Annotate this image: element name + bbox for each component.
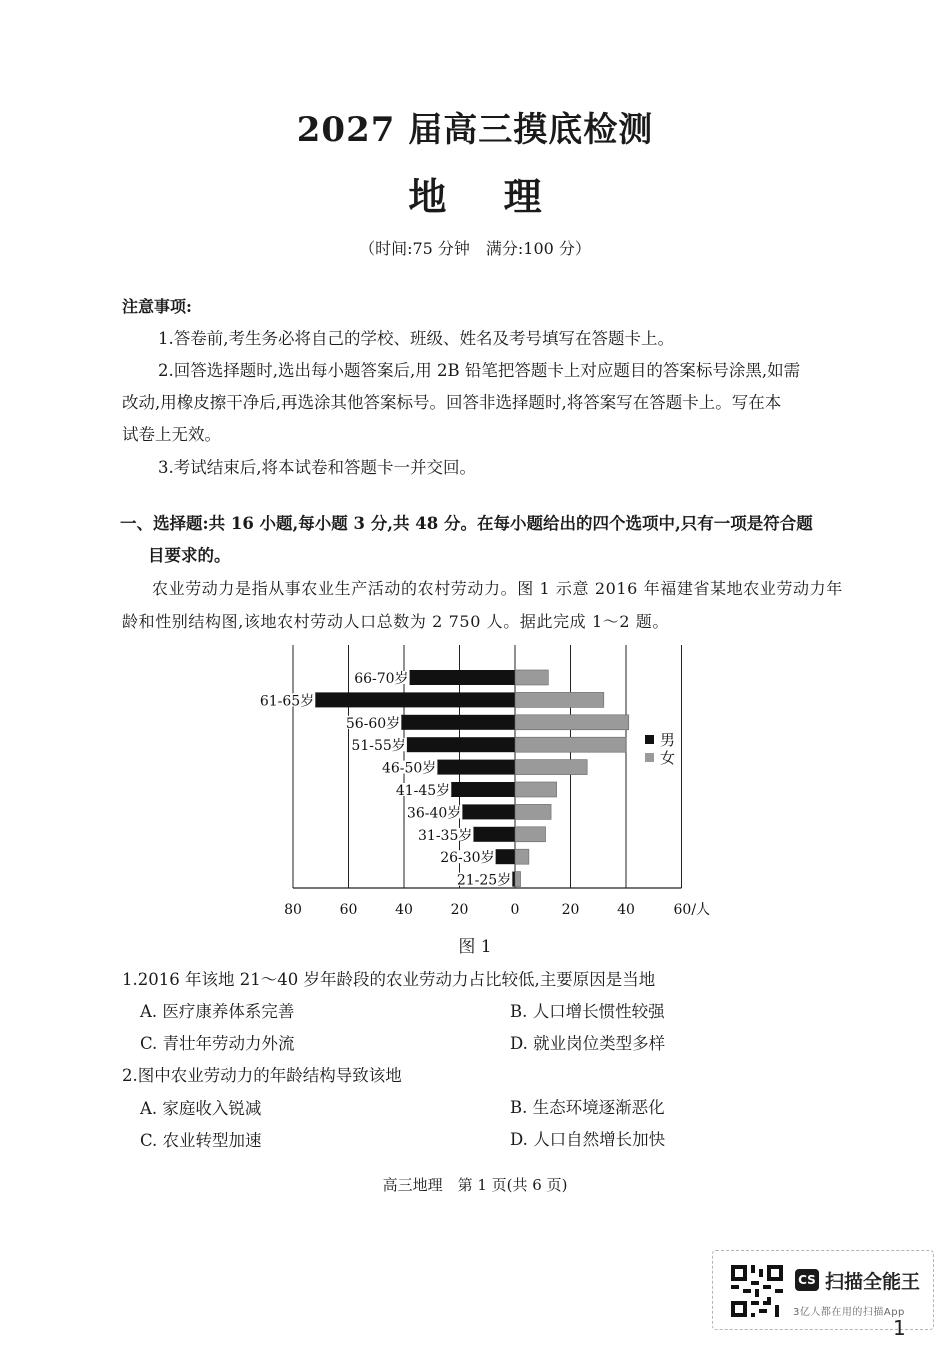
legend-label-女: 女 [660,749,676,767]
bar-female-31-35岁 [515,827,546,842]
bar-male-36-40岁 [462,804,515,819]
section-heading-line-1: 一、选择题:共 16 小题,每小题 3 分,共 48 分。在每小题给出的四个选项中,只有一项是符合题 [120,514,813,533]
time-info: （时间:75 分钟 满分:100 分） [359,239,591,258]
question-2-option-b[interactable]: B. 生态环境逐渐恶化 [510,1098,665,1117]
legend-swatch-男 [645,735,654,744]
question-1-option-c[interactable]: C. 青壮年劳动力外流 [140,1034,295,1053]
age-label-56-60岁: 56-60岁 [345,715,401,732]
age-label-61-65岁: 61-65岁 [259,693,315,710]
age-label-66-70岁: 66-70岁 [354,671,409,687]
notice-item-2-line-3: 试卷上无效。 [122,425,221,444]
bar-male-21-25岁 [512,872,515,887]
x-tick-label: 60/人 [673,902,711,918]
x-tick-label: 40 [617,902,635,918]
bar-male-66-70岁 [410,670,515,685]
chart-ticks [284,902,710,918]
camscanner-logo-icon: CS [795,1269,819,1291]
figure-caption: 图 1 [458,937,492,957]
x-tick-label: 60 [339,902,358,918]
bar-male-56-60岁 [401,715,515,730]
age-label-41-45岁: 41-45岁 [395,783,451,799]
scanner-tagline: 3亿人都在用的扫描App [793,1307,905,1318]
bar-male-31-35岁 [473,827,515,842]
question-1-option-d[interactable]: D. 就业岗位类型多样 [510,1034,666,1053]
subject-title: 地 理 [408,174,564,219]
age-label-36-40岁: 36-40岁 [406,805,462,822]
section-heading-line-2: 目要求的。 [148,546,231,565]
question-1-stem: 1.2016 年该地 21～40 岁年龄段的农业劳动力占比较低,主要原因是当地 [122,970,656,989]
notice-item-3: 3.考试结束后,将本试卷和答题卡一并交回。 [158,458,476,477]
bar-female-66-70岁 [515,670,548,685]
bar-female-61-65岁 [515,692,604,707]
notice-heading: 注意事项: [122,297,192,316]
scanner-app-name: 扫描全能王 [825,1271,921,1293]
bar-female-21-25岁 [515,872,521,887]
x-tick-label: 40 [395,902,413,918]
bar-male-26-30岁 [496,849,515,864]
legend-swatch-女 [645,753,654,762]
bar-male-46-50岁 [437,760,515,775]
age-label-26-30岁: 26-30岁 [440,850,495,867]
notice-item-1: 1.答卷前,考生务必将自己的学校、班级、姓名及考号填写在答题卡上。 [158,329,674,348]
chart-legend [645,731,675,767]
question-1-option-a[interactable]: A. 医疗康养体系完善 [140,1002,295,1021]
page-footer: 高三地理 第 1 页(共 6 页) [382,1176,568,1194]
age-label-21-25岁: 21-25岁 [456,872,512,889]
question-2-stem: 2.图中农业劳动力的年龄结构导致该地 [122,1066,402,1085]
page-number: 1 [893,1316,906,1340]
bar-male-61-65岁 [315,692,515,707]
x-tick-label: 20 [561,902,580,918]
question-intro: 农业劳动力是指从事农业生产活动的农村劳动力。图 1 示意 2016 年福建省某地农业劳动力年龄和性别结构图,该地农村劳动人口总数为 2 750 人。据此完成 1～2 题。 [122,579,843,631]
age-label-51-55岁: 51-55岁 [351,738,406,755]
exam-title: 2027 届高三摸底检测 [296,110,654,150]
question-2-option-c[interactable]: C. 农业转型加速 [140,1131,262,1150]
bar-female-26-30岁 [515,849,529,864]
x-tick-label: 20 [450,902,469,918]
bar-female-51-55岁 [515,737,626,752]
age-label-46-50岁: 46-50岁 [381,760,437,777]
bar-male-51-55岁 [407,737,515,752]
bar-female-56-60岁 [515,715,629,730]
bar-female-36-40岁 [515,804,551,819]
bar-male-41-45岁 [451,782,515,797]
question-2-option-a[interactable]: A. 家庭收入锐减 [140,1099,262,1118]
notice-item-2-line-2: 改动,用橡皮擦干净后,再选涂其他答案标号。回答非选择题时,将答案写在答题卡上。写在本 [122,393,782,412]
x-tick-label: 80 [284,902,302,918]
question-1-option-b[interactable]: B. 人口增长惯性较强 [510,1002,665,1021]
notice-item-2-line-1: 2.回答选择题时,选出每小题答案后,用 2B 铅笔把答题卡上对应题目的答案标号涂黑,如需 [158,361,801,380]
x-tick-label: 0 [510,902,520,918]
question-2-option-d[interactable]: D. 人口自然增长加快 [510,1130,666,1149]
age-label-31-35岁: 31-35岁 [418,827,473,844]
bar-female-41-45岁 [515,782,557,797]
bar-female-46-50岁 [515,760,587,775]
legend-label-男: 男 [660,731,676,749]
qr-code-icon [731,1265,783,1317]
